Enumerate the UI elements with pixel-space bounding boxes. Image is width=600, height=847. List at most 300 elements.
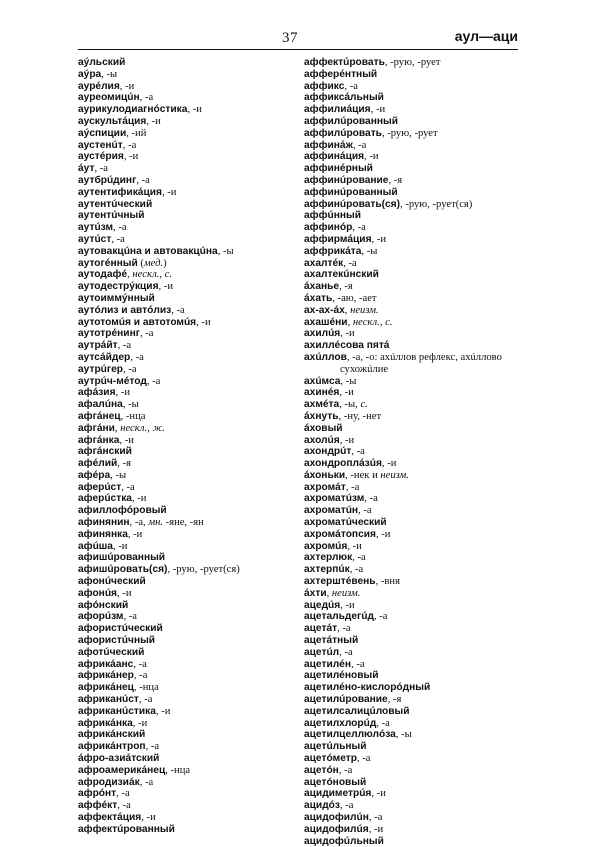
headword: аффинóр bbox=[304, 222, 353, 234]
headword: ацетальдегúд bbox=[304, 611, 374, 623]
headword: африкáнский bbox=[78, 729, 146, 741]
headword: аффиксáльный bbox=[304, 92, 384, 104]
grammar-forms: , -я bbox=[339, 281, 353, 293]
grammar-forms: , -ы bbox=[217, 245, 234, 257]
grammar-forms: , -а bbox=[139, 92, 154, 104]
grammar-forms: , -а bbox=[130, 351, 144, 363]
headword: ахтерпúк bbox=[304, 564, 350, 576]
headword: аустенúт bbox=[78, 139, 123, 151]
dictionary-entry bbox=[78, 352, 296, 364]
grammar-forms: , -нек и bbox=[345, 469, 381, 481]
dictionary-entry bbox=[78, 387, 296, 399]
dictionary-entry bbox=[78, 765, 296, 777]
dictionary-entry bbox=[304, 600, 520, 612]
headword: аффинúрованный bbox=[304, 186, 398, 198]
headword: аффирмáция bbox=[304, 233, 372, 245]
headword: аутентификáция bbox=[78, 186, 162, 198]
headword: аутóлиз и автóлиз bbox=[78, 304, 172, 316]
headword: ацетóн bbox=[304, 764, 339, 776]
grammar-forms: , -я bbox=[388, 174, 403, 186]
dictionary-entry bbox=[304, 116, 520, 128]
dictionary-entry bbox=[304, 293, 520, 305]
dictionary-entry bbox=[78, 706, 296, 718]
headword: ахондроплáзúя bbox=[304, 458, 382, 470]
dictionary-entry bbox=[304, 576, 520, 588]
dictionary-entry bbox=[304, 305, 520, 317]
headword: афористúческий bbox=[78, 623, 163, 635]
dictionary-entry bbox=[78, 199, 296, 211]
dictionary-entry bbox=[304, 376, 520, 388]
headword: аурéлия bbox=[78, 80, 120, 92]
dictionary-entry bbox=[304, 328, 520, 340]
headword: африкáнка bbox=[78, 717, 133, 729]
grammar-forms: , -а bbox=[139, 776, 154, 788]
dictionary-entry bbox=[304, 140, 520, 152]
headword: афгáнец bbox=[78, 410, 121, 422]
dictionary-entry bbox=[304, 564, 520, 576]
dictionary-entry bbox=[78, 623, 296, 635]
grammar-forms: , -а bbox=[139, 328, 154, 340]
headword: áханье bbox=[304, 281, 340, 293]
dictionary-entry bbox=[78, 128, 296, 140]
dictionary-entry bbox=[78, 222, 296, 234]
running-head: аул—аци bbox=[454, 28, 518, 44]
grammar-forms: , -а bbox=[351, 446, 365, 458]
dictionary-entry bbox=[78, 411, 296, 423]
dictionary-entry bbox=[304, 836, 520, 847]
grammar-forms: , -нца bbox=[165, 764, 191, 776]
headword: афинянка bbox=[78, 528, 128, 540]
dictionary-entry bbox=[304, 505, 520, 517]
headword: аýспиции bbox=[78, 127, 127, 139]
headword: ахтерштéвень bbox=[304, 576, 376, 588]
dictionary-entry bbox=[304, 753, 520, 765]
grammar-forms: , -а bbox=[123, 611, 137, 623]
headword: аутрúч-мéтод bbox=[78, 375, 147, 387]
grammar-forms: , -а bbox=[338, 764, 353, 776]
grammar-forms: , -и bbox=[131, 493, 147, 505]
grammar-forms: , bbox=[344, 304, 351, 316]
dictionary-entry bbox=[78, 269, 296, 281]
headword: ацидофилúн bbox=[304, 812, 369, 823]
headword: африканúстика bbox=[78, 705, 156, 717]
headword: афúша bbox=[78, 540, 113, 552]
headword: ацедúя bbox=[304, 599, 341, 611]
headword: африкáнер bbox=[78, 670, 134, 682]
grammar-forms: , -а bbox=[94, 163, 108, 175]
dictionary-entry bbox=[304, 69, 520, 81]
usage-label: с. bbox=[360, 399, 368, 411]
headword: ацетóновый bbox=[304, 776, 367, 788]
headword: афродизиáк bbox=[78, 776, 140, 788]
headword: аутúзм bbox=[78, 222, 114, 234]
grammar-forms: , -и bbox=[340, 328, 355, 340]
headword: ацетилсалицúловый bbox=[304, 705, 410, 717]
dictionary-entry bbox=[304, 435, 520, 447]
headword: ауреомицúн bbox=[78, 92, 140, 104]
dictionary-entry bbox=[304, 741, 520, 753]
dictionary-entry bbox=[78, 576, 296, 588]
dictionary-entry bbox=[78, 670, 296, 682]
headword: аффинáж bbox=[304, 139, 353, 151]
dictionary-entry bbox=[304, 269, 520, 281]
dictionary-entry bbox=[78, 140, 296, 152]
dictionary-entry bbox=[78, 92, 296, 104]
dictionary-entry bbox=[78, 104, 296, 116]
grammar-forms: , -а bbox=[138, 694, 153, 706]
headword: афрóнт bbox=[78, 788, 117, 800]
headword: ахиллéсова пятá bbox=[304, 340, 390, 352]
grammar-forms-tail: -яне, -ян bbox=[163, 517, 204, 529]
headword: ахромúя bbox=[304, 540, 348, 552]
headword: афгáнский bbox=[78, 446, 132, 458]
headword: аутодафé bbox=[78, 269, 128, 281]
dictionary-entry bbox=[78, 340, 296, 352]
grammar-forms: , -и bbox=[347, 540, 362, 552]
grammar-forms: , -а, -о: ахúллов рефлекс, ахúллово bbox=[346, 351, 502, 363]
headword: афористúчный bbox=[78, 635, 156, 647]
headword: афóнский bbox=[78, 599, 129, 611]
grammar-forms: , -а bbox=[171, 304, 185, 316]
grammar-forms: , -и bbox=[375, 528, 391, 540]
grammar-forms: , -а bbox=[111, 233, 125, 245]
dictionary-entry bbox=[304, 647, 520, 659]
headword: афферéнтный bbox=[304, 68, 378, 80]
headword: аутúст bbox=[78, 233, 112, 245]
headword: ацетилхлорúд bbox=[304, 717, 377, 729]
grammar-forms: , bbox=[127, 269, 133, 281]
dictionary-entry bbox=[78, 435, 296, 447]
grammar-forms: , -а bbox=[344, 80, 358, 92]
headword: афéлий bbox=[78, 458, 118, 470]
grammar-forms: , -и bbox=[339, 434, 355, 446]
headword: аутотомúя и автотомúя bbox=[78, 316, 197, 328]
entry-continuation bbox=[304, 364, 520, 376]
dictionary-entry bbox=[78, 258, 296, 270]
dictionary-entry bbox=[304, 682, 520, 694]
grammar-forms: , -и bbox=[141, 812, 156, 823]
grammar-forms: , -а bbox=[145, 741, 160, 753]
dictionary-entry bbox=[304, 317, 520, 329]
dictionary-entry bbox=[78, 281, 296, 293]
header-rule bbox=[78, 49, 518, 50]
dictionary-entry bbox=[304, 128, 520, 140]
dictionary-entry bbox=[78, 234, 296, 246]
headword: ахúмса bbox=[304, 375, 341, 387]
grammar-forms: , -а bbox=[349, 564, 364, 576]
grammar-forms: , -ы bbox=[101, 68, 118, 80]
dictionary-entry bbox=[304, 470, 520, 482]
grammar-forms: , -аю, -ает bbox=[332, 292, 377, 304]
dictionary-entry bbox=[304, 541, 520, 553]
grammar-forms: , -а, bbox=[129, 517, 149, 529]
grammar-forms: , -и bbox=[117, 587, 132, 599]
grammar-forms: , -а bbox=[117, 340, 132, 352]
dictionary-entry bbox=[78, 151, 296, 163]
headword: ах-ах-áх bbox=[304, 304, 345, 316]
grammar-forms: , -и bbox=[187, 104, 202, 116]
headword: афотúческий bbox=[78, 646, 145, 658]
dictionary-entry bbox=[304, 151, 520, 163]
dictionary-entry bbox=[78, 175, 296, 187]
dictionary-entry bbox=[78, 552, 296, 564]
headword: аутентúчный bbox=[78, 210, 145, 222]
left-column bbox=[78, 57, 296, 836]
dictionary-entry bbox=[304, 104, 520, 116]
headword: ахромáт bbox=[304, 481, 346, 493]
grammar-forms: , -и bbox=[370, 104, 386, 116]
usage-label: неизм. bbox=[350, 304, 379, 316]
headword: áхнуть bbox=[304, 410, 339, 422]
grammar-forms: , -нца bbox=[120, 410, 146, 422]
dictionary-entry bbox=[78, 812, 296, 824]
headword: ахúллов bbox=[304, 351, 347, 363]
headword: афонúческий bbox=[78, 576, 146, 588]
dictionary-entry bbox=[78, 682, 296, 694]
grammar-forms: , -а bbox=[356, 753, 371, 765]
grammar-forms: , -а bbox=[121, 481, 135, 493]
dictionary-entry bbox=[78, 635, 296, 647]
dictionary-entry bbox=[78, 824, 296, 836]
dictionary-entry bbox=[78, 399, 296, 411]
grammar-forms: , -ы bbox=[122, 399, 139, 411]
dictionary-entry bbox=[304, 706, 520, 718]
headword: аффинúрование bbox=[304, 174, 389, 186]
page-number: 37 bbox=[282, 30, 298, 46]
grammar-forms: , -а bbox=[122, 139, 137, 151]
headword: аффинáция bbox=[304, 151, 365, 163]
grammar-forms: , -рую, -рует bbox=[384, 57, 441, 68]
headword: ахашéни bbox=[304, 316, 348, 328]
headword: ахроматúн bbox=[304, 505, 359, 517]
dictionary-entry bbox=[78, 777, 296, 789]
dictionary-entry bbox=[78, 187, 296, 199]
headword: ахромáтопсия bbox=[304, 528, 376, 540]
grammar-forms: , -а bbox=[364, 493, 378, 505]
grammar-forms: , -ы bbox=[395, 729, 412, 741]
dictionary-entry bbox=[78, 458, 296, 470]
dictionary-entry bbox=[304, 222, 520, 234]
headword: афроамерикáнец bbox=[78, 764, 166, 776]
headword: аффинúровать(ся) bbox=[304, 198, 401, 210]
headword: аффилúровать bbox=[304, 127, 382, 139]
headword: аферúстка bbox=[78, 493, 132, 505]
grammar-forms: , -а bbox=[373, 611, 388, 623]
grammar-forms: , -ы bbox=[340, 375, 357, 387]
headword: афáзия bbox=[78, 387, 116, 399]
grammar-forms: , bbox=[347, 316, 353, 328]
grammar-forms: ( bbox=[137, 257, 144, 269]
usage-label: неизм. bbox=[331, 587, 361, 599]
headword: афгáнка bbox=[78, 434, 120, 446]
headword: аýльский bbox=[78, 57, 126, 68]
dictionary-entry bbox=[304, 187, 520, 199]
dictionary-entry bbox=[78, 564, 296, 576]
headword: ахинéя bbox=[304, 387, 340, 399]
grammar-forms: , -а bbox=[146, 375, 161, 387]
grammar-forms: , -ну, -нет bbox=[338, 410, 382, 422]
dictionary-entry bbox=[78, 57, 296, 69]
dictionary-entry bbox=[78, 529, 296, 541]
grammar-forms: , -и bbox=[161, 186, 177, 198]
dictionary-entry bbox=[304, 718, 520, 730]
grammar-forms: , -и bbox=[112, 540, 128, 552]
grammar-forms: , -я bbox=[387, 694, 402, 706]
headword: аутодестрýкция bbox=[78, 281, 159, 293]
dictionary-entry bbox=[78, 718, 296, 730]
dictionary-entry bbox=[78, 376, 296, 388]
dictionary-entry bbox=[304, 81, 520, 93]
grammar-forms: , -и bbox=[339, 387, 354, 399]
headword: аффикс bbox=[304, 80, 345, 92]
grammar-forms: , -а bbox=[358, 505, 372, 517]
headword: аутовакцúна и автовакцúна bbox=[78, 245, 218, 257]
headword: ацетилéно-кислорóдный bbox=[304, 682, 431, 694]
grammar-forms: , -и bbox=[381, 458, 397, 470]
headword: ахолúя bbox=[304, 434, 340, 446]
headword: аутрáйт bbox=[78, 340, 118, 352]
dictionary-entry bbox=[78, 729, 296, 741]
dictionary-entry bbox=[304, 352, 520, 364]
dictionary-entry bbox=[304, 234, 520, 246]
headword: афинянин bbox=[78, 517, 130, 529]
headword: ахондрúт bbox=[304, 446, 352, 458]
grammar-forms: , -ы bbox=[110, 469, 127, 481]
dictionary-entry bbox=[78, 753, 296, 765]
dictionary-entry bbox=[78, 246, 296, 258]
dictionary-entry bbox=[304, 199, 520, 211]
headword: áут bbox=[78, 163, 95, 175]
headword: ацетáтный bbox=[304, 635, 359, 647]
dictionary-entry bbox=[78, 116, 296, 128]
grammar-forms: , -и bbox=[115, 387, 131, 399]
grammar-forms: , -а bbox=[352, 222, 366, 234]
grammar-forms: , -и bbox=[340, 599, 355, 611]
dictionary-entry bbox=[304, 482, 520, 494]
dictionary-entry bbox=[78, 741, 296, 753]
grammar-forms: , -а bbox=[116, 788, 130, 800]
grammar-forms: , -и bbox=[132, 717, 148, 729]
grammar-forms-tail: ) bbox=[163, 257, 167, 269]
dictionary-entry bbox=[78, 588, 296, 600]
dictionary-entry bbox=[78, 423, 296, 435]
headword: афиллофóровый bbox=[78, 505, 167, 517]
headword: афгáни bbox=[78, 422, 115, 434]
headword: áхоньки bbox=[304, 469, 346, 481]
headword: аутоиммýнный bbox=[78, 292, 155, 304]
headword: афéра bbox=[78, 469, 111, 481]
grammar-forms: , -и bbox=[158, 281, 174, 293]
usage-label: неизм. bbox=[380, 469, 409, 481]
right-column bbox=[304, 57, 520, 847]
dictionary-entry bbox=[78, 317, 296, 329]
headword: ацетилúрование bbox=[304, 694, 388, 706]
dictionary-entry bbox=[304, 800, 520, 812]
headword: ацетилцеллюлóза bbox=[304, 729, 396, 741]
dictionary-entry bbox=[304, 729, 520, 741]
grammar-forms: , -и bbox=[371, 233, 387, 245]
headword: аффúнный bbox=[304, 210, 361, 222]
headword: африкáнтроп bbox=[78, 741, 146, 753]
headword: ацетилéн bbox=[304, 658, 352, 670]
headword: аффрикáта bbox=[304, 245, 362, 257]
headword: ацидиметрúя bbox=[304, 788, 372, 800]
dictionary-entry bbox=[78, 493, 296, 505]
grammar-forms: сухожúлие bbox=[340, 363, 389, 375]
dictionary-entry bbox=[304, 340, 520, 352]
grammar-forms: , -а bbox=[133, 658, 147, 670]
dictionary-entry bbox=[304, 824, 520, 836]
headword: аутсáйдер bbox=[78, 351, 131, 363]
headword: африканúст bbox=[78, 694, 139, 706]
headword: ахроматúческий bbox=[304, 517, 387, 529]
grammar-forms: , -и bbox=[119, 80, 135, 92]
headword: аффилúрованный bbox=[304, 115, 398, 127]
grammar-forms: , -рую, -рует(ся) bbox=[167, 564, 240, 576]
headword: ацидофилúя bbox=[304, 823, 369, 835]
grammar-forms: , -а bbox=[123, 363, 137, 375]
dictionary-entry bbox=[304, 163, 520, 175]
grammar-forms: , -и bbox=[364, 151, 379, 163]
grammar-forms: , -рую, -рует(ся) bbox=[400, 198, 473, 210]
grammar-forms: , -нца bbox=[133, 682, 159, 694]
dictionary-entry bbox=[304, 258, 520, 270]
grammar-forms: , -а bbox=[136, 174, 150, 186]
dictionary-entry bbox=[304, 529, 520, 541]
headword: аурикулодиагнóстика bbox=[78, 104, 188, 116]
usage-label: мн. bbox=[148, 517, 164, 529]
headword: аýра bbox=[78, 68, 102, 80]
dictionary-entry bbox=[304, 210, 520, 222]
grammar-forms: , -и bbox=[146, 115, 161, 127]
grammar-forms: , -вня bbox=[375, 576, 400, 588]
headword: áхать bbox=[304, 292, 333, 304]
dictionary-entry bbox=[78, 305, 296, 317]
grammar-forms: , bbox=[326, 587, 332, 599]
dictionary-entry bbox=[304, 635, 520, 647]
dictionary-entry bbox=[78, 800, 296, 812]
headword: аффинéрный bbox=[304, 163, 373, 175]
dictionary-entry bbox=[304, 552, 520, 564]
grammar-forms: , -а bbox=[117, 800, 131, 812]
dictionary-entry bbox=[304, 611, 520, 623]
headword: аутбрúдинг bbox=[78, 174, 137, 186]
grammar-forms: , -а bbox=[133, 670, 148, 682]
grammar-forms: , -и bbox=[155, 705, 171, 717]
grammar-forms: , -и bbox=[368, 823, 384, 835]
headword: аффéкт bbox=[78, 800, 118, 812]
headword: аффилиáция bbox=[304, 104, 371, 116]
dictionary-entry bbox=[304, 399, 520, 411]
grammar-forms: , -ы, bbox=[339, 399, 361, 411]
grammar-forms: , -а bbox=[337, 623, 351, 635]
headword: афишúровать(ся) bbox=[78, 564, 168, 576]
headword: ацетúльный bbox=[304, 741, 367, 753]
headword: ахалтекúнский bbox=[304, 269, 379, 281]
dictionary-entry bbox=[78, 788, 296, 800]
dictionary-entry bbox=[304, 446, 520, 458]
dictionary-entry bbox=[304, 765, 520, 777]
dictionary-entry bbox=[304, 659, 520, 671]
headword: афорúзм bbox=[78, 611, 124, 623]
grammar-forms: , bbox=[114, 422, 121, 434]
headword: аферúст bbox=[78, 481, 122, 493]
usage-label: нескл., с. bbox=[132, 269, 173, 281]
headword: аффектúровать bbox=[304, 57, 385, 68]
dictionary-entry bbox=[78, 517, 296, 529]
dictionary-entry bbox=[78, 541, 296, 553]
grammar-forms: , -а bbox=[376, 717, 390, 729]
